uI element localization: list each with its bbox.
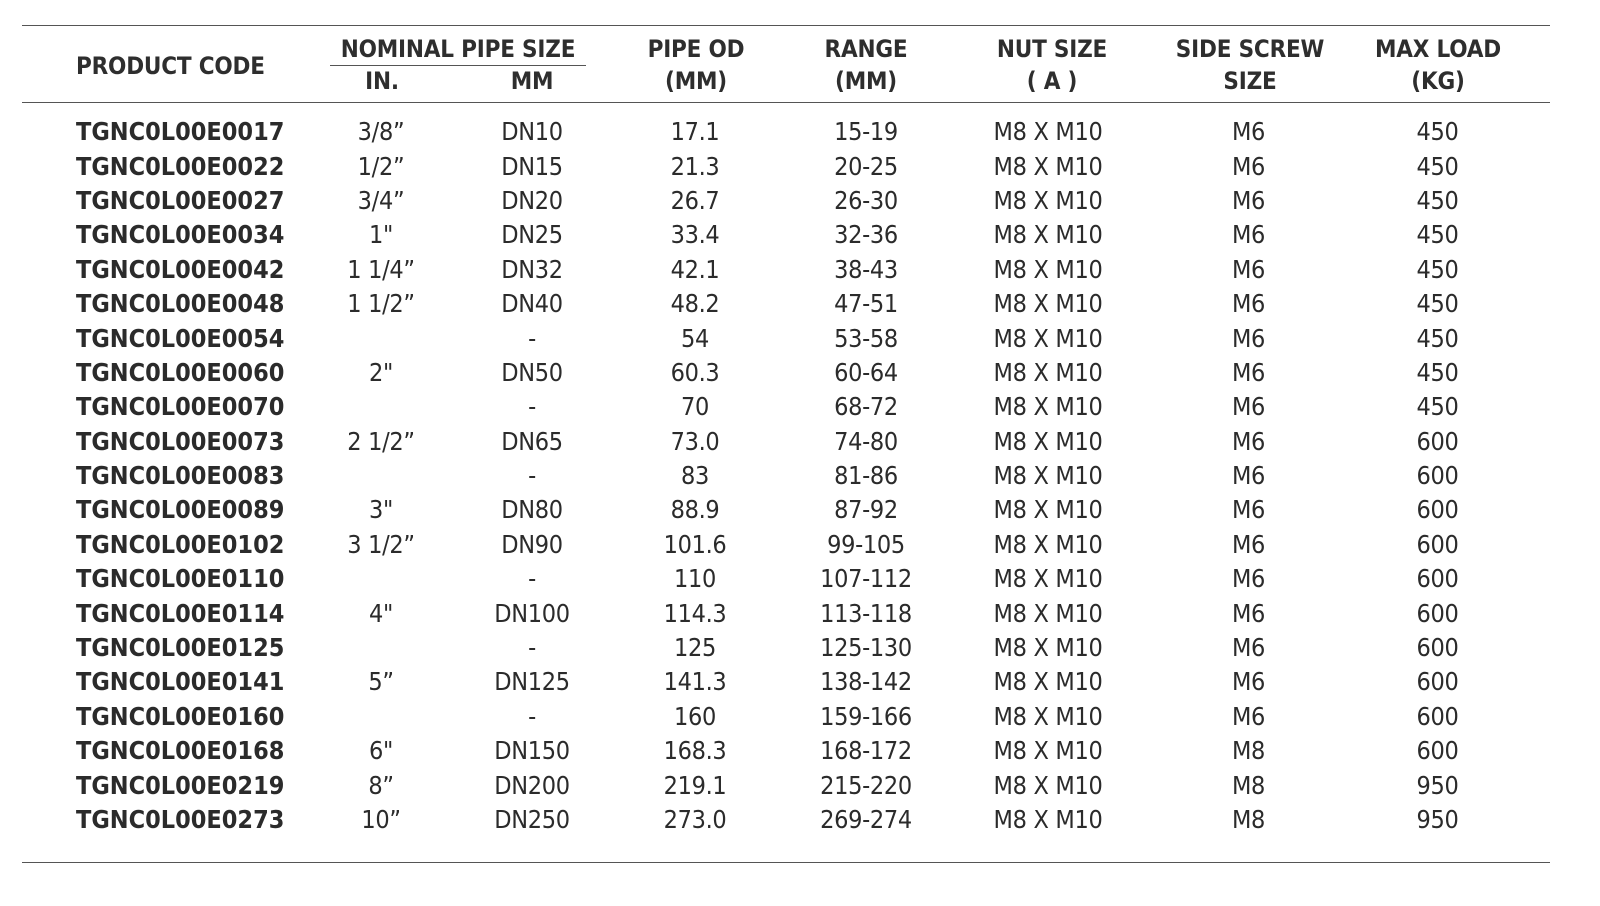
header-range-unit: (MM) (835, 67, 897, 95)
range-cell: 20-25 (834, 151, 898, 181)
range-cell: 99-105 (827, 529, 905, 559)
row-spacer (1500, 356, 1600, 390)
nominal-in-cell: 2 1/2” (347, 426, 415, 456)
side-screw-cell: M6 (1231, 151, 1266, 181)
product-code-cell: TGNC0L00E0089 (76, 495, 285, 525)
max-load-cell: 450 (1416, 254, 1459, 284)
product-code-cell: TGNC0L00E0110 (76, 564, 285, 594)
range-cell: 74-80 (834, 426, 898, 456)
max-load-cell: 600 (1416, 701, 1459, 731)
side-screw-cell: M6 (1231, 392, 1266, 422)
product-code-cell: TGNC0L00E0070 (76, 392, 285, 422)
nominal-mm-cell: DN100 (494, 598, 570, 628)
side-screw-cell: M8 (1231, 770, 1266, 800)
row-spacer (1500, 218, 1600, 252)
max-load-cell: 450 (1416, 289, 1459, 319)
nominal-mm-cell: DN15 (501, 151, 563, 181)
side-screw-cell: M6 (1231, 598, 1266, 628)
nut-size-cell: M8 X M10 (993, 805, 1103, 834)
range-cell: 159-166 (820, 701, 912, 731)
row-spacer (1500, 528, 1600, 562)
side-screw-cell: M6 (1231, 220, 1266, 250)
nut-size-cell: M8 X M10 (993, 117, 1103, 147)
side-screw-cell: M6 (1231, 254, 1266, 284)
max-load-cell: 600 (1416, 529, 1459, 559)
nominal-in-cell (330, 700, 432, 734)
table-row (0, 287, 1600, 321)
nominal-mm-cell: DN40 (501, 289, 563, 319)
product-code-cell: TGNC0L00E0073 (76, 426, 285, 456)
max-load-cell: 950 (1416, 805, 1459, 834)
product-code-cell: TGNC0L00E0114 (76, 598, 285, 628)
max-load-cell: 450 (1416, 357, 1459, 387)
pipe-od-cell: 60.3 (670, 357, 720, 387)
nominal-in-cell: 6" (368, 736, 394, 766)
nut-size-cell: M8 X M10 (993, 254, 1103, 284)
side-screw-cell: M6 (1231, 667, 1266, 697)
row-spacer (1500, 596, 1600, 630)
nut-size-cell: M8 X M10 (993, 323, 1103, 353)
header-nut-size: NUT SIZE (996, 35, 1108, 63)
nominal-mm-cell: DN150 (494, 736, 570, 766)
max-load-cell: 600 (1416, 667, 1459, 697)
nominal-in-cell (330, 631, 432, 665)
header-max-load-unit: (KG) (1411, 67, 1465, 95)
nominal-in-cell: 3/8” (357, 117, 405, 147)
row-spacer (1500, 631, 1600, 665)
pipe-od-cell: 17.1 (670, 117, 720, 147)
range-cell: 138-142 (820, 667, 912, 697)
row-spacer (1500, 803, 1600, 837)
nominal-in-cell: 1 1/2” (347, 289, 415, 319)
table-row (0, 528, 1600, 562)
max-load-cell: 450 (1416, 117, 1459, 147)
nominal-in-cell: 1 1/4” (347, 254, 415, 284)
max-load-cell: 600 (1416, 461, 1459, 491)
max-load-cell: 600 (1416, 736, 1459, 766)
header-pipe-od-unit: (MM) (665, 67, 727, 95)
product-code-cell: TGNC0L00E0060 (76, 357, 285, 387)
nominal-mm-cell: - (528, 323, 536, 353)
max-load-cell: 450 (1416, 185, 1459, 215)
header-product-code: PRODUCT CODE (76, 52, 265, 80)
side-screw-cell: M6 (1231, 185, 1266, 215)
nominal-in-cell: 1/2” (357, 151, 405, 181)
spec-table (0, 115, 1600, 837)
product-code-cell: TGNC0L00E0027 (76, 185, 285, 215)
table-row (0, 803, 1600, 837)
row-spacer (1500, 287, 1600, 321)
side-screw-cell: M6 (1231, 701, 1266, 731)
nominal-in-cell: 1" (368, 220, 394, 250)
table-row (0, 149, 1600, 183)
product-code-cell: TGNC0L00E0054 (76, 323, 285, 353)
product-code-cell: TGNC0L00E0160 (76, 701, 285, 731)
table-row (0, 253, 1600, 287)
nominal-in-cell: 10” (361, 805, 401, 834)
max-load-cell: 600 (1416, 495, 1459, 525)
pipe-od-cell: 88.9 (670, 495, 720, 525)
side-screw-cell: M6 (1231, 323, 1266, 353)
table-row (0, 459, 1600, 493)
max-load-cell: 600 (1416, 633, 1459, 663)
row-spacer (1500, 768, 1600, 802)
nut-size-cell: M8 X M10 (993, 461, 1103, 491)
pipe-od-cell: 26.7 (670, 185, 720, 215)
nominal-mm-cell: DN32 (501, 254, 563, 284)
side-screw-cell: M6 (1231, 495, 1266, 525)
nominal-mm-cell: DN200 (494, 770, 570, 800)
nominal-mm-cell: DN250 (494, 805, 570, 834)
pipe-od-cell: 42.1 (670, 254, 720, 284)
range-cell: 168-172 (820, 736, 912, 766)
range-cell: 87-92 (834, 495, 898, 525)
nominal-in-cell: 2" (368, 357, 394, 387)
range-cell: 125-130 (820, 633, 912, 663)
nominal-mm-cell: DN125 (494, 667, 570, 697)
table-row (0, 356, 1600, 390)
side-screw-cell: M6 (1231, 633, 1266, 663)
range-cell: 68-72 (834, 392, 898, 422)
row-spacer (1500, 184, 1600, 218)
header-pipe-od: PIPE OD (647, 35, 745, 63)
range-cell: 15-19 (834, 117, 898, 147)
pipe-od-cell: 21.3 (670, 151, 720, 181)
table-row (0, 665, 1600, 699)
range-cell: 81-86 (834, 461, 898, 491)
pipe-od-cell: 33.4 (670, 220, 720, 250)
header-nut-size-label: ( A ) (1026, 67, 1078, 95)
nominal-in-cell: 4" (368, 598, 394, 628)
nut-size-cell: M8 X M10 (993, 736, 1103, 766)
table-row (0, 700, 1600, 734)
nut-size-cell: M8 X M10 (993, 598, 1103, 628)
row-spacer (1500, 425, 1600, 459)
pipe-od-cell: 125 (673, 633, 717, 663)
product-code-cell: TGNC0L00E0048 (76, 289, 285, 319)
nominal-in-cell (330, 390, 432, 424)
max-load-cell: 600 (1416, 426, 1459, 456)
nut-size-cell: M8 X M10 (993, 633, 1103, 663)
row-spacer (1500, 149, 1600, 183)
header-mm: MM (510, 67, 554, 95)
nominal-in-cell: 3" (368, 495, 394, 525)
row-spacer (1500, 115, 1600, 149)
nut-size-cell: M8 X M10 (993, 426, 1103, 456)
nut-size-cell: M8 X M10 (993, 770, 1103, 800)
range-cell: 26-30 (834, 185, 898, 215)
table-row (0, 390, 1600, 424)
header-nominal-pipe-size: NOMINAL PIPE SIZE (340, 35, 576, 63)
product-code-cell: TGNC0L00E0219 (76, 770, 285, 800)
table-row (0, 425, 1600, 459)
row-spacer (1500, 665, 1600, 699)
bottom-rule (22, 862, 1550, 863)
nut-size-cell: M8 X M10 (993, 529, 1103, 559)
product-code-cell: TGNC0L00E0168 (76, 736, 285, 766)
nominal-in-cell: 3/4” (357, 185, 405, 215)
table-row (0, 184, 1600, 218)
pipe-od-cell: 101.6 (663, 529, 727, 559)
nominal-mm-cell: DN80 (501, 495, 563, 525)
product-code-cell: TGNC0L00E0273 (76, 805, 285, 834)
header-max-load: MAX LOAD (1374, 35, 1502, 63)
product-code-cell: TGNC0L00E0022 (76, 151, 285, 181)
product-code-cell: TGNC0L00E0141 (76, 667, 285, 697)
range-cell: 32-36 (834, 220, 898, 250)
nut-size-cell: M8 X M10 (993, 289, 1103, 319)
row-spacer (1500, 700, 1600, 734)
pipe-od-cell: 141.3 (663, 667, 727, 697)
max-load-cell: 450 (1416, 151, 1459, 181)
range-cell: 215-220 (820, 770, 912, 800)
nut-size-cell: M8 X M10 (993, 564, 1103, 594)
side-screw-cell: M6 (1231, 461, 1266, 491)
range-cell: 269-274 (820, 805, 912, 834)
row-spacer (1500, 493, 1600, 527)
nominal-in-cell: 8” (368, 770, 394, 800)
row-spacer (1500, 459, 1600, 493)
nominal-mm-cell: DN90 (501, 529, 563, 559)
table-row (0, 596, 1600, 630)
product-code-cell: TGNC0L00E0034 (76, 220, 285, 250)
nut-size-cell: M8 X M10 (993, 185, 1103, 215)
product-code-cell: TGNC0L00E0125 (76, 633, 285, 663)
nominal-in-cell (330, 562, 432, 596)
table-row (0, 493, 1600, 527)
nominal-mm-cell: - (528, 392, 536, 422)
header-in: IN. (365, 67, 399, 95)
range-cell: 60-64 (834, 357, 898, 387)
row-spacer (1500, 390, 1600, 424)
row-spacer (1500, 321, 1600, 355)
table-row (0, 115, 1600, 149)
nut-size-cell: M8 X M10 (993, 220, 1103, 250)
range-cell: 47-51 (834, 289, 898, 319)
nominal-in-cell (330, 321, 432, 355)
header-side-screw: SIDE SCREW (1175, 35, 1325, 63)
nominal-mm-cell: - (528, 701, 536, 731)
row-spacer (1500, 562, 1600, 596)
side-screw-cell: M6 (1231, 529, 1266, 559)
nominal-in-cell (330, 459, 432, 493)
nominal-mm-cell: - (528, 461, 536, 491)
pipe-od-cell: 110 (673, 564, 717, 594)
nominal-mm-cell: DN10 (501, 117, 563, 147)
pipe-od-cell: 273.0 (663, 805, 727, 834)
nominal-mm-cell: DN65 (501, 426, 563, 456)
side-screw-cell: M8 (1231, 805, 1266, 834)
top-rule (22, 25, 1550, 26)
nominal-mm-cell: DN50 (501, 357, 563, 387)
nominal-in-cell: 3 1/2” (347, 529, 415, 559)
product-code-cell: TGNC0L00E0083 (76, 461, 285, 491)
side-screw-cell: M6 (1231, 426, 1266, 456)
table-row (0, 218, 1600, 252)
max-load-cell: 450 (1416, 323, 1459, 353)
nut-size-cell: M8 X M10 (993, 495, 1103, 525)
pipe-od-cell: 114.3 (663, 598, 727, 628)
header-side-screw-size: SIZE (1223, 67, 1277, 95)
nominal-mm-cell: - (528, 564, 536, 594)
nominal-mm-cell: DN20 (501, 185, 563, 215)
max-load-cell: 450 (1416, 392, 1459, 422)
max-load-cell: 600 (1416, 564, 1459, 594)
header-range: RANGE (824, 35, 908, 63)
product-code-cell: TGNC0L00E0017 (76, 117, 285, 147)
side-screw-cell: M6 (1231, 117, 1266, 147)
product-code-cell: TGNC0L00E0102 (76, 529, 285, 559)
range-cell: 107-112 (820, 564, 912, 594)
pipe-od-cell: 83 (680, 461, 709, 491)
table-row (0, 768, 1600, 802)
table-row (0, 734, 1600, 768)
range-cell: 113-118 (820, 598, 912, 628)
nut-size-cell: M8 X M10 (993, 357, 1103, 387)
side-screw-cell: M6 (1231, 357, 1266, 387)
row-spacer (1500, 734, 1600, 768)
nut-size-cell: M8 X M10 (993, 151, 1103, 181)
max-load-cell: 950 (1416, 770, 1459, 800)
side-screw-cell: M8 (1231, 736, 1266, 766)
nominal-mm-cell: - (528, 633, 536, 663)
max-load-cell: 450 (1416, 220, 1459, 250)
pipe-od-cell: 70 (680, 392, 709, 422)
nut-size-cell: M8 X M10 (993, 392, 1103, 422)
product-code-cell: TGNC0L00E0042 (76, 254, 285, 284)
nominal-in-cell: 5” (368, 667, 394, 697)
pipe-od-cell: 54 (680, 323, 709, 353)
max-load-cell: 600 (1416, 598, 1459, 628)
pipe-od-cell: 219.1 (663, 770, 727, 800)
table-body (0, 115, 1600, 837)
range-cell: 53-58 (834, 323, 898, 353)
table-row (0, 562, 1600, 596)
table-row (0, 321, 1600, 355)
pipe-od-cell: 48.2 (670, 289, 720, 319)
row-spacer (1500, 253, 1600, 287)
pipe-od-cell: 73.0 (670, 426, 720, 456)
pipe-od-cell: 160 (673, 701, 717, 731)
range-cell: 38-43 (834, 254, 898, 284)
table-row (0, 631, 1600, 665)
side-screw-cell: M6 (1231, 564, 1266, 594)
nut-size-cell: M8 X M10 (993, 701, 1103, 731)
nominal-mm-cell: DN25 (501, 220, 563, 250)
header-rule (22, 102, 1550, 103)
pipe-od-cell: 168.3 (663, 736, 727, 766)
side-screw-cell: M6 (1231, 289, 1266, 319)
nut-size-cell: M8 X M10 (993, 667, 1103, 697)
